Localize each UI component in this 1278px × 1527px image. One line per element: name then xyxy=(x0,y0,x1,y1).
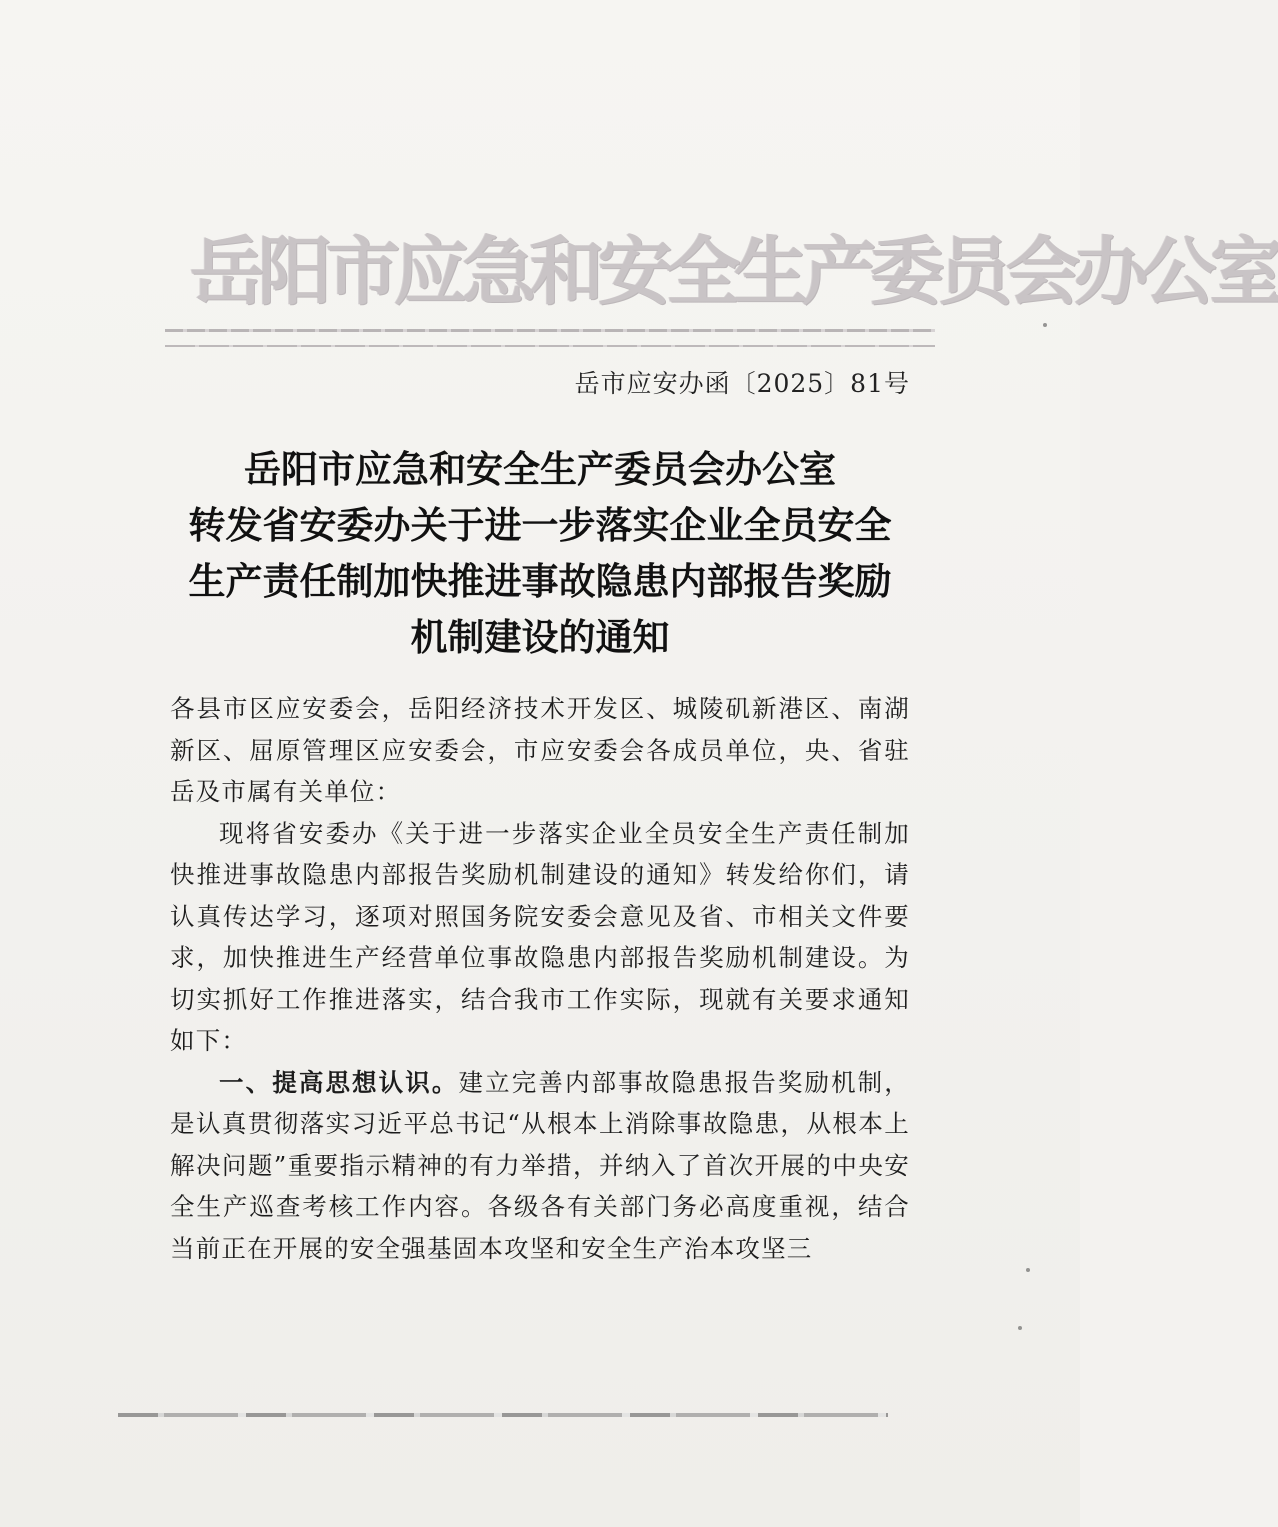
section-1-text: 建立完善内部事故隐患报告奖励机制，是认真贯彻落实习近平总书记“从根本上消除事故隐患，从根本上解决问题”重要指示精神的有力举措，并纳入了首次开展的中央安全生产巡查考核工作内容。各级各有关部门务必高度重视，结合当前正在开展的安全强基固本攻坚和安全生产治本攻坚三 xyxy=(170,1067,910,1263)
title-line: 生产责任制加快推进事故隐患内部报告奖励 xyxy=(188,560,892,603)
scan-speck xyxy=(1043,323,1047,327)
intro-paragraph: 现将省安委办《关于进一步落实企业全员安全生产责任制加快推进事故隐患内部报告奖励机制建设的通知》转发给你们，请认真传达学习，逐项对照国务院安委会意见及省、市相关文件要求，加快推进生产经营单位事故隐患内部报告奖励机制建设。为切实抓好工作推进落实，结合我市工作实际，现就有关要求通知如下： xyxy=(170,818,910,1055)
title-line: 机制建设的通知 xyxy=(410,616,670,659)
document-number: 岳市应安办函〔2025〕81号 xyxy=(574,369,910,398)
letterhead-rule xyxy=(165,329,935,332)
recipients-paragraph: 各县市区应安委会，岳阳经济技术开发区、城陵矶新港区、南湖新区、屈原管理区应安委会，市应安委会各成员单位，央、省驻岳及市属有关单位： xyxy=(170,694,910,806)
document-title xyxy=(150,442,930,666)
footer-rule xyxy=(118,1413,888,1417)
letterhead-rule-secondary xyxy=(165,345,935,347)
letterhead-org-name: 岳阳市应急和安全生产委员会办公室 xyxy=(190,229,1278,315)
document-body xyxy=(170,688,910,1269)
section-1-heading: 一、提高思想认识。 xyxy=(219,1067,459,1097)
scan-speck xyxy=(1026,1268,1030,1272)
section-1-paragraph xyxy=(170,1062,910,1270)
title-line: 岳阳市应急和安全生产委员会办公室 xyxy=(244,448,836,491)
scan-speck xyxy=(1018,1326,1022,1330)
title-line: 转发省安委办关于进一步落实企业全员安全 xyxy=(188,504,892,547)
